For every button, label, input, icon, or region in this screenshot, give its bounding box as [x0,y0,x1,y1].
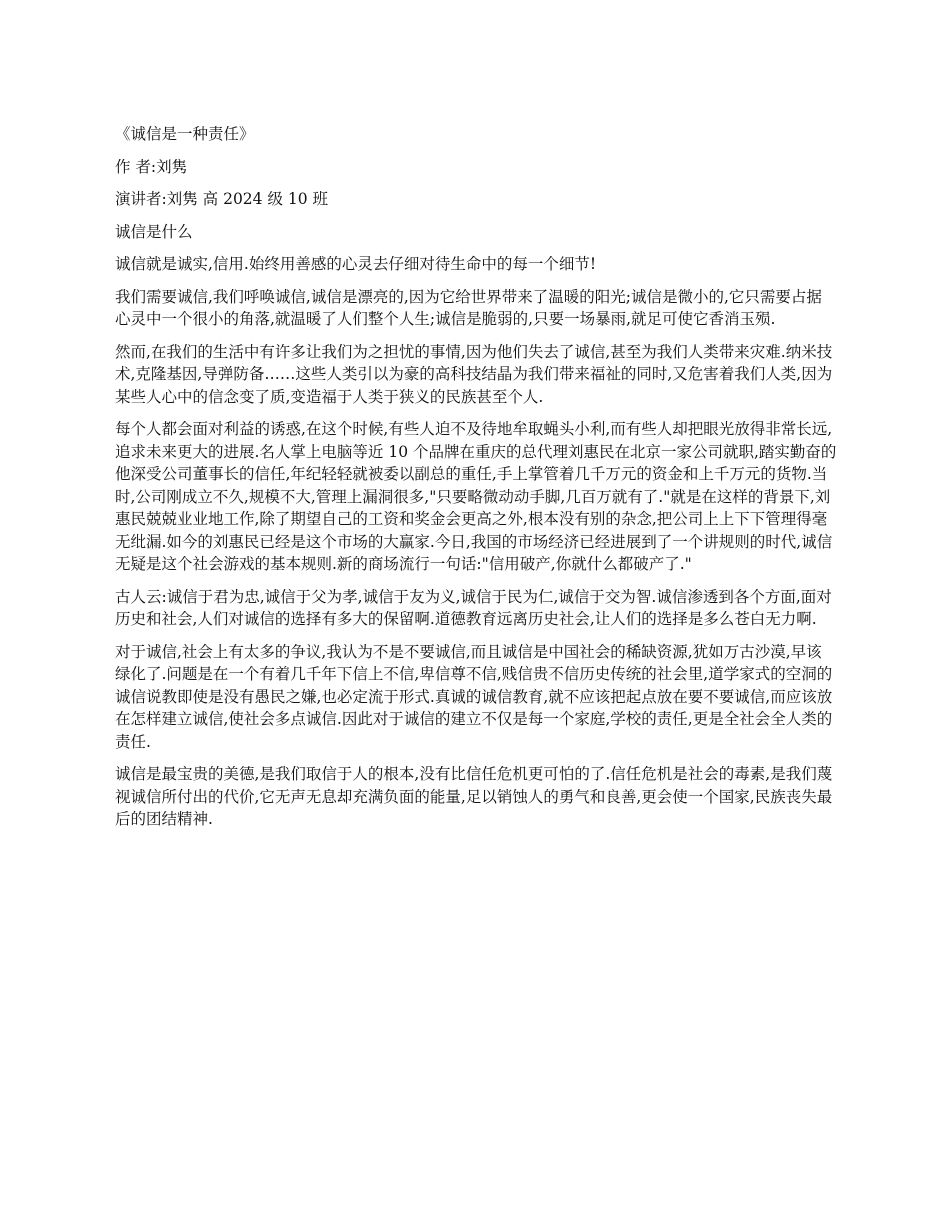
author-line: 作 者:刘隽 [115,157,188,176]
paragraph-2: 我们需要诚信,我们呼唤诚信,诚信是漂亮的,因为它给世界带来了温暖的阳光;诚信是微小的,它只需要占据心灵中一个很小的角落,就温暖了人们整个人生;诚信是脆弱的,只要一场暴雨,就足可使它香消玉殒. [115,287,822,328]
section-heading: 诚信是什么 [115,222,193,241]
paragraph-1: 诚信就是诚实,信用.始终用善感的心灵去仔细对待生命中的每一个细节! [115,255,597,273]
paragraph-6: 对于诚信,社会上有太多的争议,我认为不是不要诚信,而且诚信是中国社会的稀缺资源,犹如万古沙漠,早该绿化了.问题是在一个有着几千年下信上不信,卑信尊不信,贱信贵不信历史传统的社会里,道学家式的空洞的诚信说教即使是没有愚民之嫌,也必定流于形式.真诚的诚信教育,就不应该把起点放在要不要诚信,而应该放在怎样建立诚信,使社会多点诚信.因此对于诚信的建立不仅是每一个家庭,学校的责任,更是全社会全人类的责任. [115,642,833,751]
paragraph-5: 古人云:诚信于君为忠,诚信于父为孝,诚信于友为义,诚信于民为仁,诚信于交为智.诚信渗透到各个方面,面对历史和社会,人们对诚信的选择有多大的保留啊.道德教育远离历史社会,让人们的选择是多么苍白无力啊. [115,587,832,628]
speaker-line: 演讲者:刘隽 高 2024 级 10 班 [115,190,329,208]
paragraph-7: 诚信是最宝贵的美德,是我们取信于人的根本,没有比信任危机更可怕的了.信任危机是社会的毒素,是我们蔑视诚信所付出的代价,它无声无息却充满负面的能量,足以销蚀人的勇气和良善,更会使一个国家,民族丧失最后的团结精神. [115,765,833,828]
document-page [115,123,837,841]
document-title: 《诚信是一种责任》 [115,125,255,143]
paragraph-4: 每个人都会面对利益的诱惑,在这个时候,有些人迫不及待地牟取蝇头小利,而有些人却把眼光放得非常长远,追求未来更大的进展.名人掌上电脑等近 10 个品牌在重庆的总代理刘惠民在北京一家公司就职,踏实勤奋的他深受公司董事长的信任,年纪轻轻就被委以副总的重任,手上掌管着几千万元的资金和上千万元的货物.当时,公司刚成立不久,规模不大,管理上漏洞很多,"只要略微动动手脚,几百万就有了."就是在这样的背景下,刘惠民兢兢业业地工作,除了期望自己的工资和奖金会更高之外,根本没有别的杂念,把公司上上下下管理得毫无纰漏.如今的刘惠民已经是这个市场的大赢家.今日,我国的市场经济已经进展到了一个讲规则的时代,诚信无疑是这个社会游戏的基本规则.新的商场流行一句话:"信用破产,你就什么都破产了." [115,420,837,573]
paragraph-3: 然而,在我们的生活中有许多让我们为之担忧的事情,因为他们失去了诚信,甚至为我们人类带来灾难.纳米技术,克隆基因,导弹防备……这些人类引以为豪的高科技结晶为我们带来福祉的同时,又危害着我们人类,因为某些人心中的信念变了质,变造福于人类于狭义的民族甚至个人. [115,342,833,406]
